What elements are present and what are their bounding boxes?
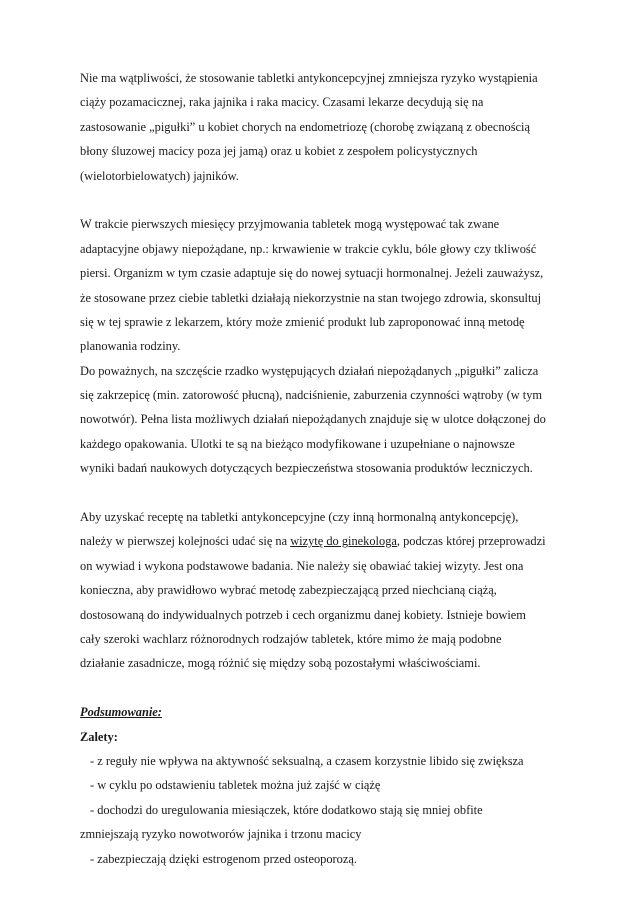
summary-heading: Podsumowanie: [80,705,162,720]
text-line: że stosowane przez ciebie tabletki działają niekorzystnie na stan twojego zdrowia, skonsultuj [80,290,542,305]
text-line: Nie ma wątpliwości, że stosowanie tabletki antykoncepcyjnej zmniejsza ryzyko wystąpienia [80,71,538,85]
list-item: - w cyklu po odstawieniu tabletek można już zajść w ciążę [90,778,381,793]
text-line: wyniki badań naukowych dotyczących bezpieczeństwa stosowania produktów leczniczych. [80,461,533,476]
text-line: błony śluzowej macicy poza jej jamą) oraz u kobiet z zespołem policystycznych [80,144,478,159]
text-line: cały szeroki wachlarz różnorodnych rodzajów tabletek, które mimo że mają podobne [80,631,502,646]
document-page [80,66,570,871]
text-line: działanie zasadnicze, mogą różnić się między sobą pozostałymi właściwościami. [80,656,481,671]
summary-section [80,700,570,871]
text-line: Aby uzyskać receptę na tabletki antykoncepcyjne (czy inną hormonalną antykoncepcję), [80,510,519,525]
text-line: konieczna, aby prawidłowo wybrać metodę zabezpieczającą przed niechcianą ciążą, [80,583,497,598]
text-line: się w tej sprawie z lekarzem, który może zmienić produkt lub zaproponować inną metodę [80,314,525,329]
advantages-heading: Zalety: [80,729,118,744]
text-line: nowotwór). Pełna lista możliwych działań niepożądanych znajduje się w ulotce dołączonej do [80,412,546,427]
gynecologist-visit-link[interactable]: wizytę do ginekologa [290,534,397,549]
list-item: - zabezpieczają dzięki estrogenom przed osteoporozą. [90,851,357,866]
paragraph-spacer [80,481,570,505]
text-fragment: , podczas której przeprowadzi [396,534,546,549]
paragraph-spacer [80,676,570,700]
text-line: każdego opakowania. Ulotki te są na bieżąco modyfikowane i uzupełniane o najnowsze [80,436,515,451]
paragraph-prescription [80,505,570,676]
list-item-continuation: zmniejszają ryzyko nowotworów jajnika i trzonu macicy [80,827,362,842]
list-item: - dochodzi do uregulowania miesiączek, które dodatkowo stają się mniej obfite [90,802,483,817]
text-line: zastosowanie „pigułki” u kobiet chorych na endometriozę (chorobę związaną z obecnością [80,119,531,134]
list-item: - z reguły nie wpływa na aktywność seksualną, a czasem korzystnie libido się zwiększa [90,753,524,768]
paragraph-contraception-benefits [80,66,570,188]
text-line: Do poważnych, na szczęście rzadko występujących działań niepożądanych „pigułki” zalicza [80,363,539,378]
text-line: on wywiad i wykona podstawowe badania. Nie należy się obawiać takiej wizyty. Jest ona [80,558,524,573]
text-line: piersi. Organizm w tym czasie adaptuje się do nowej sytuacji hormonalnej. Jeżeli zauważysz, [80,266,544,281]
text-line: W trakcie pierwszych miesięcy przyjmowania tabletek mogą występować tak zwane [80,217,500,232]
text-line-with-link [80,529,570,553]
paragraph-side-effects [80,212,570,480]
text-line: planowania rodziny. [80,339,181,354]
text-line: się zakrzepicę (min. zatorowość płucną), nadciśnienie, zaburzenia czynności wątroby (w tym [80,388,543,403]
text-line: (wielotorbielowatych) jajników. [80,168,239,183]
paragraph-spacer [80,188,570,212]
text-line: ciąży pozamacicznej, raka jajnika i raka macicy. Czasami lekarze decydują się na [80,95,484,110]
text-fragment: należy w pierwszej kolejności udać się na [80,534,291,549]
text-line: dostosowaną do indywidualnych potrzeb i cech organizmu danej kobiety. Istnieje bowiem [80,607,526,622]
text-line: adaptacyjne objawy niepożądane, np.: krwawienie w trakcie cyklu, bóle głowy czy tkliwość [80,241,537,256]
